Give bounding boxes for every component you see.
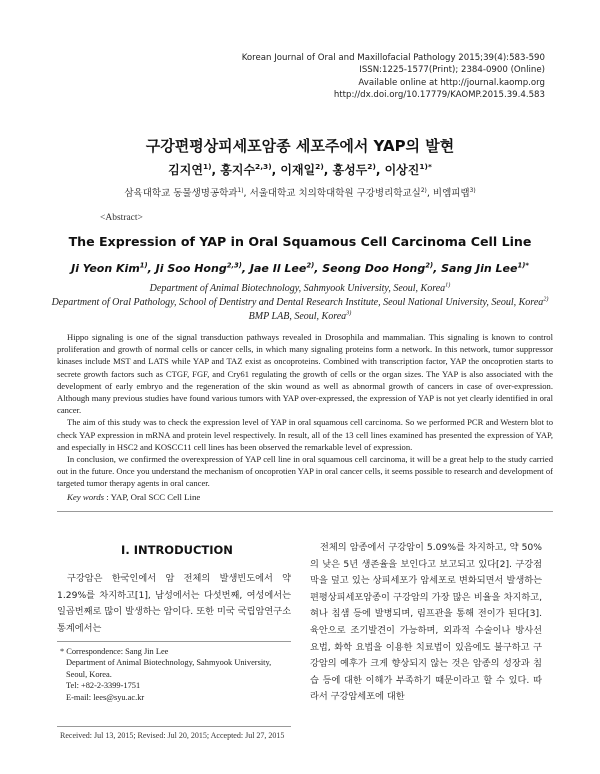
korean-title: 구강편평상피세포암종 세포주에서 YAP의 발현 [145, 137, 455, 155]
affiliation: 비엠피랩 [432, 188, 470, 199]
korean-affiliations: 삼육대학교 동물생명공학과$^{1)}$, 서울대학교 치의학대학원 구강병리학교실$^{2)}$, 비엠피랩$^{3)}$ [124, 187, 476, 199]
author-name: Jae Il Lee [249, 262, 307, 275]
affiliation: 서울대학교 치의학대학원 구강병리학교실 [249, 188, 421, 199]
keywords-value: : YAP, Oral SCC Cell Line [106, 492, 201, 502]
received-divider [57, 726, 291, 727]
abstract-paragraph: The aim of this study was to check the expression level of YAP in oral squamous cell carcinoma. So we performed PCR and Western blot to check YAP expression in mRNA and protein level respectively. In result, all of the 13 cell lines examined has presented the expression of YAP, and especially in HSC2 and KOSCC11 cell lines has been observed the remarkable level of expression. [57, 417, 553, 452]
keywords-label: Key words [67, 492, 105, 502]
abstract-body [57, 331, 553, 490]
affiliation: 삼육대학교 동물생명공학과 [124, 188, 238, 199]
intro-right-column [310, 540, 542, 706]
received-dates: Received: Jul 13, 2015; Revised: Jul 20, 2015; Accepted: Jul 27, 2015 [60, 731, 285, 740]
author-name: 홍성두 [332, 163, 368, 177]
abstract-paragraph: In conclusion, we confirmed the overexpression of YAP cell line in oral squamous cell carcinoma, it will be a great help to the study carried out in the future. Once you understand the mechanism of oncoprotien YAP in oral cancer cells, it seems possible to research and development of targeted tumor therapy agents in oral cancer. [57, 454, 553, 489]
intro-paragraph: 전체의 암종에서 구강암이 5.09%를 차지하고, 약 50%의 낮은 5년 생존율을 보인다고 보고되고 있다[2]. 구강점막을 덮고 있는 상피세포가 암세포로 변화되면서 발생하는 편평상피세포암종이 구강암의 가장 많은 비율을 차지하고, 혀나 침샘 등에 발병되며, 림프관을 통해 전이가 된다[3]. 육안으로 조기발견이 가능하며, 외과적 수술이나 방사선 요법, 화학 요법을 이용한 치료법이 있음에도 불구하고 구강암의 예후가 크게 향상되지 않는 것은 암종의 성장과 침습 등에 대한 이해가 부족하기 때문이라고 할 수 있다. 따라서 구강암세포에 대한 [310, 542, 542, 703]
abstract-divider [57, 511, 553, 512]
english-authors: Ji Yeon Kim$^{1)}$, Ji Soo Hong$^{2,3)}$, Jae Il Lee$^{2)}$, Seong Doo Hong$^{2)}$, Sang Jin Lee$^{1)*}$ [71, 261, 529, 275]
correspondence-address: Department of Animal Biotechnology, Sahmyook University, Seoul, Korea. [66, 658, 272, 679]
correspondence-email[interactable]: E-mail: lees@syu.ac.kr [66, 692, 145, 702]
english-title: The Expression of YAP in Oral Squamous Cell Carcinoma Cell Line [68, 234, 532, 249]
journal-citation: Korean Journal of Oral and Maxillofacial Pathology 2015;39(4):583-590 [241, 53, 545, 63]
author-name: 이상진 [384, 163, 420, 177]
correspondence-block [60, 646, 288, 703]
footnote-divider [57, 641, 291, 642]
intro-paragraph: 구강암은 한국인에서 암 전체의 발생빈도에서 약 1.29%를 차지하고[1], 남성에서는 다섯번째, 여성에서는 일곱번째로 많이 발생하는 암이다. 또한 미국 국립암연구소 통계에서는 [57, 573, 291, 634]
author-name: 이재일 [280, 163, 316, 177]
journal-doi[interactable]: http://dx.doi.org/10.17779/KAOMP.2015.39.4.583 [333, 90, 545, 101]
author-name: Seong Doo Hong [322, 262, 426, 275]
journal-url[interactable]: Available online at http://journal.kaomp.org [358, 77, 545, 88]
author-name: 김지연 [168, 163, 203, 177]
english-affiliation-3: BMP LAB, Seoul, Korea$^{3)}$ [248, 309, 352, 322]
keywords [67, 492, 200, 502]
english-affiliation-2: Department of Oral Pathology, School of Dentistry and Dental Research Institute, Seoul National University, Seoul, Korea$^{2)}$ [51, 295, 549, 308]
author-name: Ji Yeon Kim [71, 262, 140, 275]
author-name: Ji Soo Hong [155, 262, 227, 275]
correspondence-tel: Tel: +82-2-3399-1751 [66, 681, 141, 691]
author-name: 홍지수 [220, 163, 256, 177]
korean-authors: 김지연$^{1)}$, 홍지수$^{2,3)}$, 이재일$^{2)}$, 홍성두$^{2)}$, 이상진$^{1)*}$ [168, 162, 432, 177]
journal-header [242, 52, 545, 102]
introduction-heading: Ⅰ. INTRODUCTION [121, 543, 233, 557]
abstract-label: <Abstract> [100, 213, 143, 223]
english-affiliation-1: Department of Animal Biotechnology, Sahmyook University, Seoul, Korea$^{1)}$ [149, 281, 451, 294]
correspondence-name: * Correspondence: Sang Jin Lee [60, 647, 169, 656]
intro-left-column [57, 571, 291, 637]
abstract-paragraph: Hippo signaling is one of the signal transduction pathways revealed in Drosophila and mammalian. This signaling is known to control proliferation and growth of normal cells or cancer cells, in which many signaling proteins form a network. In this network, tumor suppressor kinases include MST and LATS while YAP and TAZ exist as oncoproteins. Combined with transcription factor, YAP the oncoprotien starts to secrete growth factors such as CTGF, FGF, and Cry61 regulating the growth of cells or the organ sizes. The YAP is also associated with the development of early embryo and the regeneration of the skin wound as well as abnormal growth of cancers in case of over-expression. Although many previous studies have found various tumors with YAP over-expressed, the expression of YAP is not yet clearly identified in oral cancer. [57, 332, 553, 416]
journal-issn: ISSN:1225-1577(Print); 2384-0900 (Online) [359, 65, 545, 76]
author-name: Sang Jin Lee [441, 262, 518, 275]
